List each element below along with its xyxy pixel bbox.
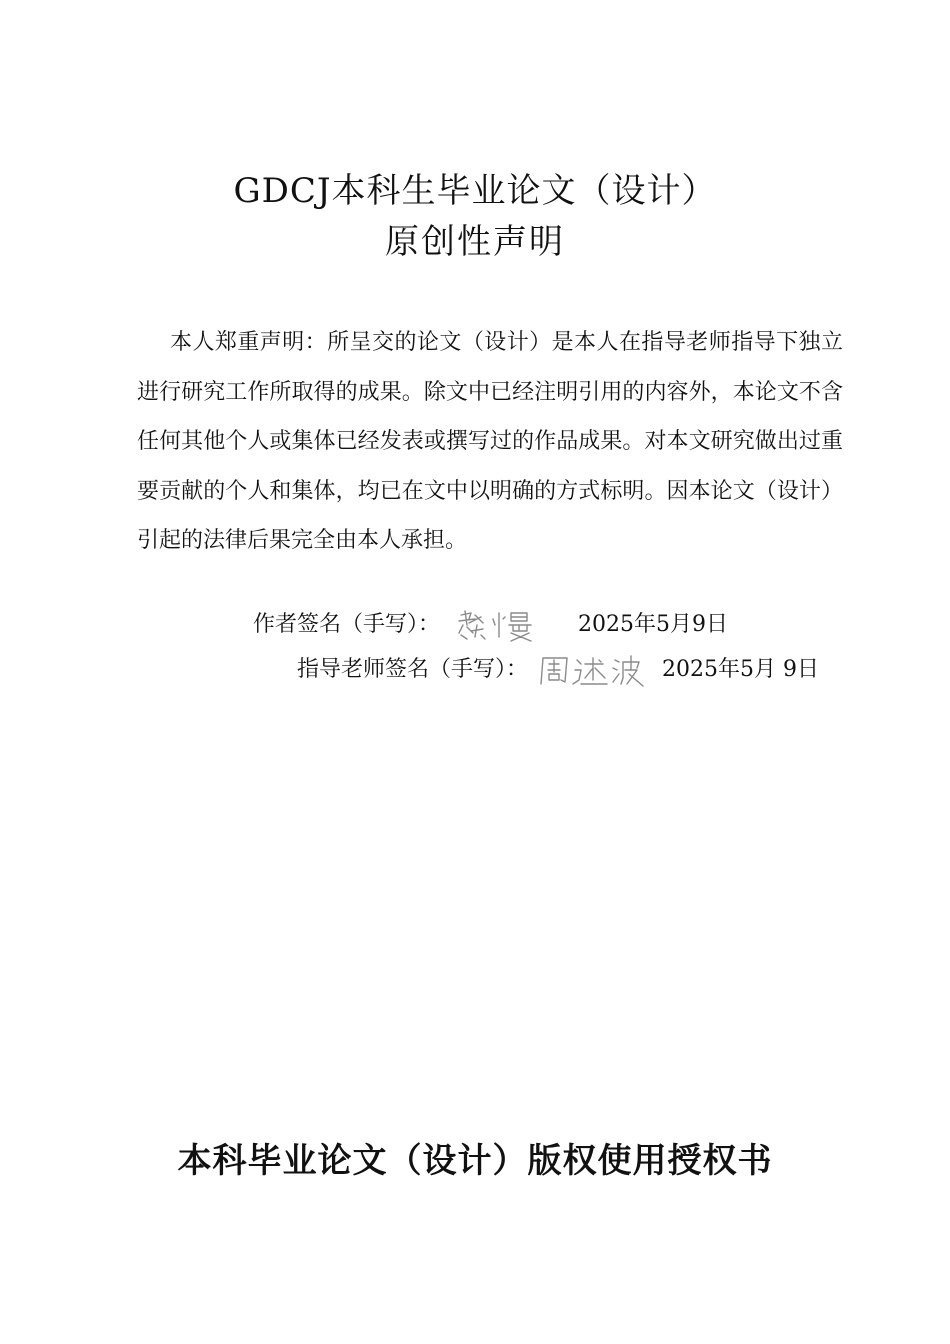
advisor-handwritten-signature xyxy=(537,650,649,690)
declaration-title-line2: 原创性声明 xyxy=(385,222,565,262)
advisor-signature-date: 2025年5月 9日 xyxy=(662,657,819,682)
declaration-body: 本人郑重声明：所呈交的论文（设计）是本人在指导老师指导下独立进行研究工作所取得的成果。除文中已经注明引用的内容外，本论文不含任何其他个人或集体已经发表或撰写过的作品成果。对本文研究做出过重要贡献的个人和集体，均已在文中以明确的方式标明。因本论文（设计）引起的法律后果完全由本人承担。 xyxy=(137,330,843,553)
author-signature-row xyxy=(253,605,728,645)
declaration-title-line1: GDCJ本科生毕业论文（设计） xyxy=(233,171,717,211)
license-title: 本科毕业论文（设计）版权使用授权书 xyxy=(177,1141,773,1181)
author-handwritten-signature xyxy=(455,605,565,645)
advisor-signature-label: 指导老师签名（手写）： xyxy=(297,657,529,682)
author-signature-date: 2025年5月9日 xyxy=(578,612,728,637)
advisor-signature-row xyxy=(297,650,819,690)
author-signature-label: 作者签名（手写）： xyxy=(253,612,441,637)
